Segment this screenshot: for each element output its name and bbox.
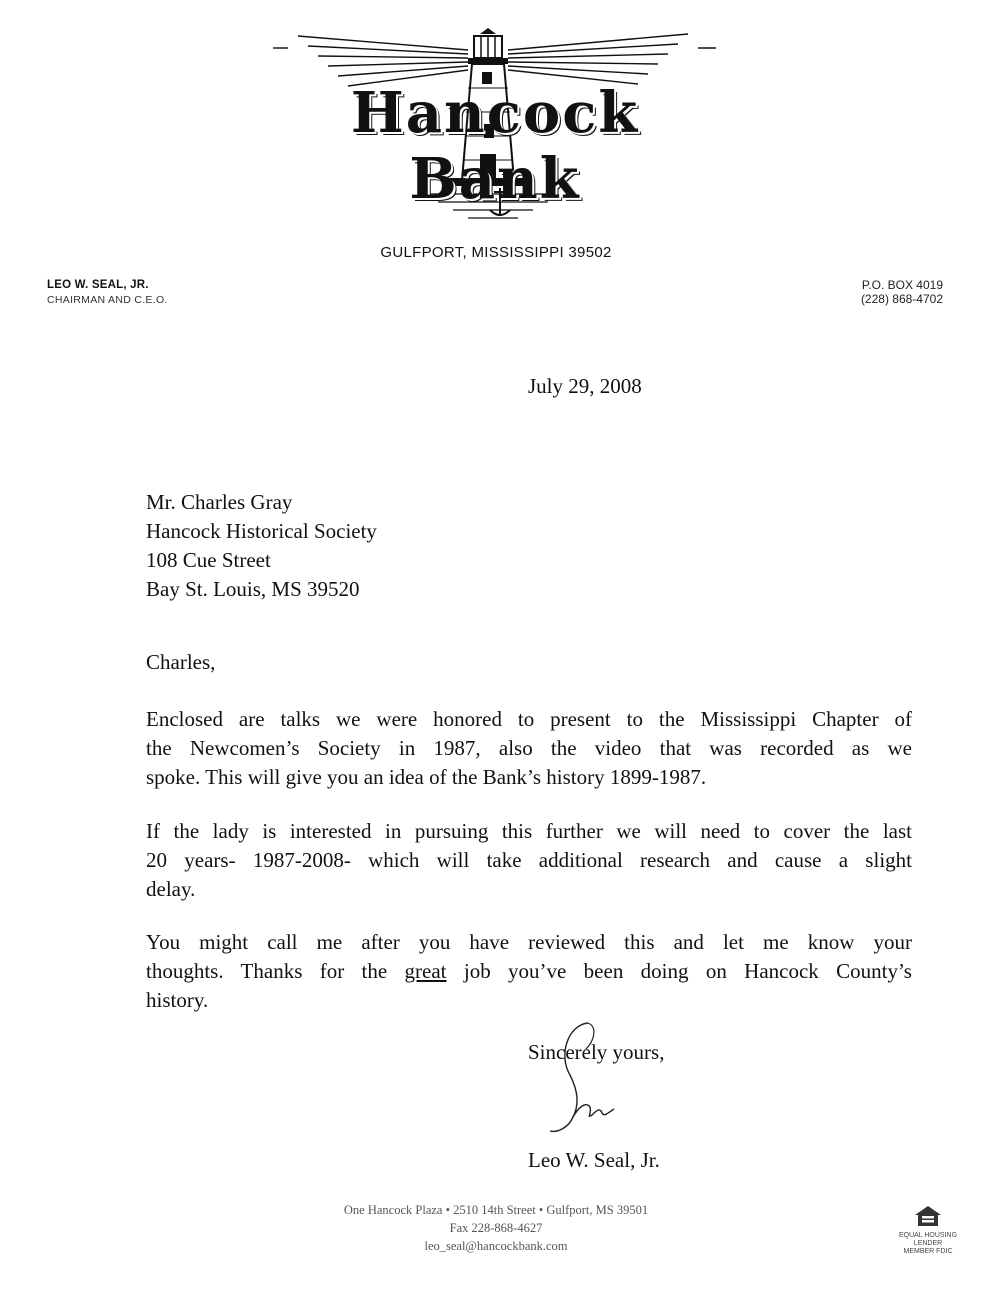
text-segment: thoughts. Thanks for the	[146, 959, 405, 983]
handwritten-signature	[528, 1015, 638, 1145]
recipient-city: Bay St. Louis, MS 39520	[146, 577, 360, 601]
house-icon	[914, 1205, 942, 1227]
paragraph-2	[146, 817, 912, 904]
footer-fax: Fax 228-868-4627	[449, 1221, 543, 1235]
badge-line: MEMBER FDIC	[903, 1248, 953, 1255]
closing: Sincerely yours,	[528, 1040, 665, 1064]
salutation: Charles,	[146, 650, 216, 674]
paragraph-1	[146, 705, 912, 792]
paragraph-line: 20 years- 1987-2008- which will take additional research and cause a slight	[146, 848, 912, 872]
badge-line: LENDER	[913, 1240, 943, 1247]
footer	[0, 1201, 992, 1255]
recipient-name: Mr. Charles Gray	[146, 490, 293, 514]
bank-name-wordmark: Hancock Bank	[350, 80, 640, 212]
recipient-address	[146, 488, 377, 604]
officer-name: LEO W. SEAL, JR.	[47, 279, 149, 291]
paragraph-3	[146, 928, 912, 1015]
paragraph-line: history.	[146, 988, 209, 1012]
paragraph-line: You might call me after you have reviewed this and let me know your	[146, 930, 912, 954]
recipient-organization: Hancock Historical Society	[146, 519, 377, 543]
underlined-word: great	[404, 959, 447, 983]
equal-housing-lender-badge	[893, 1205, 963, 1256]
signer-name: Leo W. Seal, Jr.	[528, 1148, 660, 1172]
letterhead-city: GULFPORT, MISSISSIPPI 39502	[380, 244, 612, 261]
paragraph-line: Enclosed are talks we were honored to present to the Mississippi Chapter of	[146, 707, 912, 731]
text-segment: job you’ve been doing on Hancock County’s	[446, 959, 912, 983]
footer-address: One Hancock Plaza • 2510 14th Street • Gulfport, MS 39501	[343, 1203, 649, 1217]
phone-number: (228) 868-4702	[860, 292, 943, 306]
paragraph-line: the Newcomen’s Society in 1987, also the video that was recorded as we	[146, 736, 912, 760]
paragraph-line	[146, 957, 912, 986]
po-box: P.O. BOX 4019	[861, 278, 943, 292]
letter-date: July 29, 2008	[528, 374, 642, 398]
paragraph-line: If the lady is interested in pursuing this further we will need to cover the last	[146, 819, 912, 843]
badge-line: EQUAL HOUSING	[898, 1232, 958, 1239]
recipient-street: 108 Cue Street	[146, 548, 271, 572]
officer-title: CHAIRMAN AND C.E.O.	[47, 294, 168, 306]
footer-email: leo_seal@hancockbank.com	[424, 1239, 568, 1253]
paragraph-line: delay.	[146, 877, 196, 901]
paragraph-line: spoke. This will give you an idea of the Bank’s history 1899-1987.	[146, 765, 707, 789]
